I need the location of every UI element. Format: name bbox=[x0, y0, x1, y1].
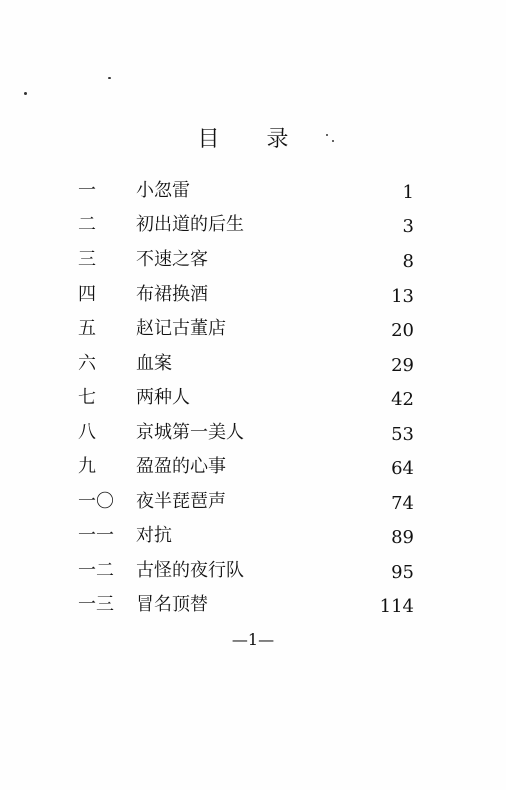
page-number: 42 bbox=[391, 389, 414, 410]
toc-entry[interactable] bbox=[0, 349, 506, 383]
chapter-title: 布裙换酒 bbox=[136, 284, 208, 305]
page-number: 53 bbox=[391, 424, 414, 445]
page-number: 64 bbox=[391, 458, 414, 479]
toc-title: 目 录 bbox=[197, 127, 309, 152]
toc-entry[interactable] bbox=[0, 452, 506, 486]
chapter-title: 血案 bbox=[136, 353, 172, 374]
toc-entry[interactable] bbox=[0, 245, 506, 279]
page-number: 20 bbox=[391, 320, 414, 341]
page-number: 89 bbox=[391, 527, 414, 548]
chapter-title: 两种人 bbox=[136, 387, 190, 408]
chapter-title: 古怪的夜行队 bbox=[136, 560, 244, 581]
chapter-number: 一〇 bbox=[78, 491, 114, 512]
chapter-number: 七 bbox=[78, 387, 96, 408]
chapter-title: 不速之客 bbox=[136, 249, 208, 270]
toc-entry[interactable] bbox=[0, 280, 506, 314]
page-number: 3 bbox=[402, 216, 414, 237]
chapter-number: 一三 bbox=[78, 594, 114, 615]
toc-entry[interactable] bbox=[0, 383, 506, 417]
chapter-number: 九 bbox=[78, 456, 96, 477]
chapter-title: 冒名顶替 bbox=[136, 594, 208, 615]
chapter-title: 夜半琵琶声 bbox=[136, 491, 226, 512]
chapter-number: 五 bbox=[78, 318, 96, 339]
chapter-number: 一一 bbox=[78, 525, 114, 546]
page-number: 8 bbox=[402, 251, 414, 272]
chapter-number: 一二 bbox=[78, 560, 114, 581]
page-number: 29 bbox=[391, 355, 414, 376]
chapter-number: 六 bbox=[78, 353, 96, 374]
toc-entry[interactable] bbox=[0, 590, 506, 624]
scan-speck bbox=[108, 77, 111, 79]
chapter-number: 四 bbox=[78, 284, 96, 305]
chapter-number: 一 bbox=[78, 180, 96, 201]
chapter-title: 盈盈的心事 bbox=[136, 456, 226, 477]
scan-speck bbox=[24, 92, 27, 95]
toc-entry[interactable] bbox=[0, 176, 506, 210]
page-number: 13 bbox=[391, 286, 414, 307]
chapter-number: 八 bbox=[78, 422, 96, 443]
toc-entry[interactable] bbox=[0, 210, 506, 244]
page-number: 95 bbox=[391, 562, 414, 583]
page-footer-number: —1— bbox=[231, 630, 275, 649]
chapter-title: 初出道的后生 bbox=[136, 214, 244, 235]
chapter-title: 京城第一美人 bbox=[136, 422, 244, 443]
toc-entry[interactable] bbox=[0, 487, 506, 521]
toc-entry[interactable] bbox=[0, 521, 506, 555]
chapter-title: 对抗 bbox=[136, 525, 172, 546]
page-number: 1 bbox=[402, 182, 414, 203]
chapter-number: 三 bbox=[78, 249, 96, 270]
page-number: 74 bbox=[391, 493, 414, 514]
chapter-title: 赵记古董店 bbox=[136, 318, 226, 339]
toc-entry[interactable] bbox=[0, 314, 506, 348]
page-number: 114 bbox=[379, 596, 414, 617]
toc-entry[interactable] bbox=[0, 418, 506, 452]
chapter-title: 小忽雷 bbox=[136, 180, 190, 201]
toc-entry[interactable] bbox=[0, 556, 506, 590]
chapter-number: 二 bbox=[78, 214, 96, 235]
